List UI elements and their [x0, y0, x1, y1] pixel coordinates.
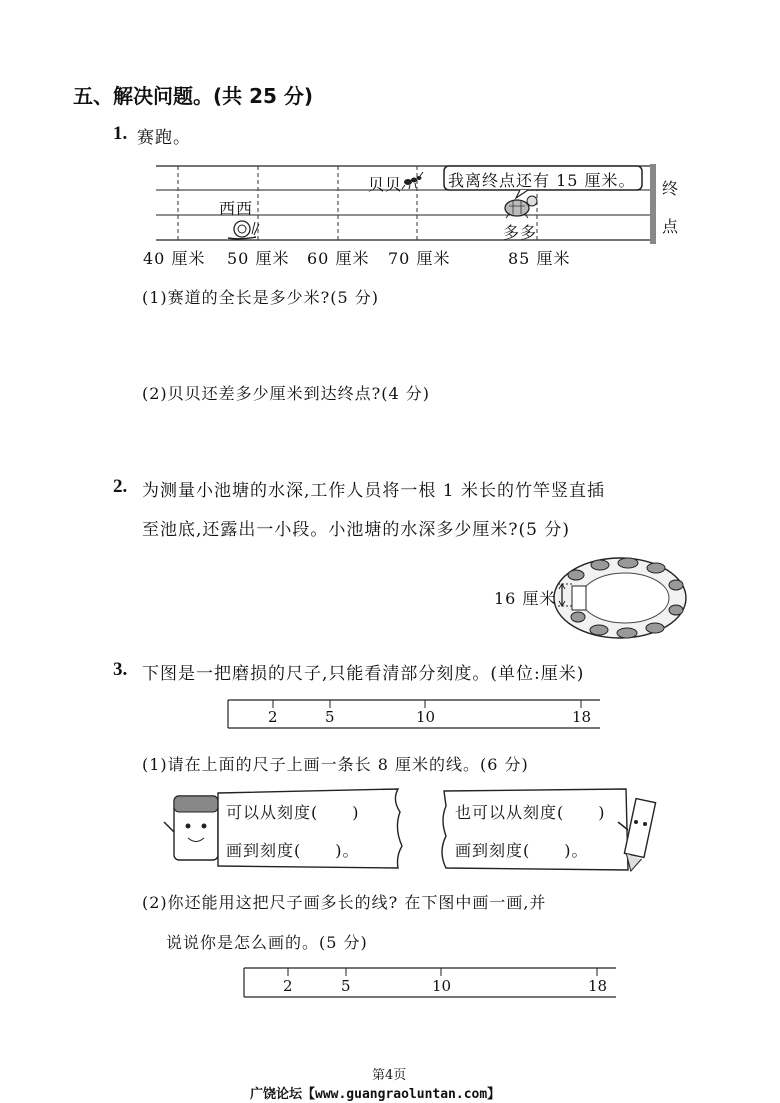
q1-number: 1. [113, 123, 128, 144]
ruler1-tick-5: 5 [325, 708, 335, 726]
name-xixi: 西西 [219, 199, 254, 218]
speech-bubble-text: 我离终点还有 15 厘米。 [448, 171, 636, 190]
ruler1-tick-2: 2 [268, 708, 278, 726]
box2-line1: 也可以从刻度( ) [455, 803, 606, 822]
ruler2-tick-2: 2 [283, 977, 293, 995]
ruler2-tick-18: 18 [588, 977, 608, 995]
box2-line2: 画到刻度( )。 [455, 841, 589, 860]
q2-line2: 至池底,还露出一小段。小池塘的水深多少厘米?(5 分) [142, 520, 571, 540]
q3-sub2-line2: 说说你是怎么画的。(5 分) [166, 933, 368, 952]
ruler1-tick-10: 10 [416, 708, 436, 726]
mark-70: 70 厘米 [388, 249, 451, 268]
mark-40: 40 厘米 [143, 249, 206, 268]
mark-50: 50 厘米 [227, 249, 290, 268]
box1-line2: 画到刻度( )。 [226, 841, 360, 860]
ruler2-tick-5: 5 [341, 977, 351, 995]
ruler2-tick-10: 10 [432, 977, 452, 995]
q3-line1: 下图是一把磨损的尺子,只能看清部分刻度。(单位:厘米) [142, 664, 585, 684]
finish-char-2: 点 [662, 217, 680, 236]
q1-sub1: (1)赛道的全长是多少米?(5 分) [142, 288, 379, 307]
mark-85: 85 厘米 [508, 249, 571, 268]
ruler1-tick-18: 18 [572, 708, 592, 726]
section-title: 五、解决问题。(共 25 分) [73, 84, 314, 108]
depth-label: 16 厘米 [494, 589, 557, 608]
q3-sub1: (1)请在上面的尺子上画一条长 8 厘米的线。(6 分) [142, 755, 529, 774]
page-number: 第4页 [372, 1068, 407, 1083]
q2-line1: 为测量小池塘的水深,工作人员将一根 1 米长的竹竿竖直插 [142, 481, 606, 501]
mark-60: 60 厘米 [307, 249, 370, 268]
q1-title: 赛跑。 [137, 128, 191, 148]
name-beibei: 贝贝 [368, 175, 403, 194]
finish-char-1: 终 [662, 179, 680, 198]
footer-site-link[interactable]: 广饶论坛【www.guangraoluntan.com】 [250, 1087, 501, 1102]
q3-sub2-line1: (2)你还能用这把尺子画多长的线? 在下图中画一画,并 [142, 893, 547, 912]
q1-sub2: (2)贝贝还差多少厘米到达终点?(4 分) [142, 384, 430, 403]
name-duoduo: 多多 [503, 223, 538, 242]
q3-number: 3. [113, 659, 128, 680]
box1-line1: 可以从刻度( ) [226, 803, 360, 822]
q2-number: 2. [113, 476, 128, 497]
